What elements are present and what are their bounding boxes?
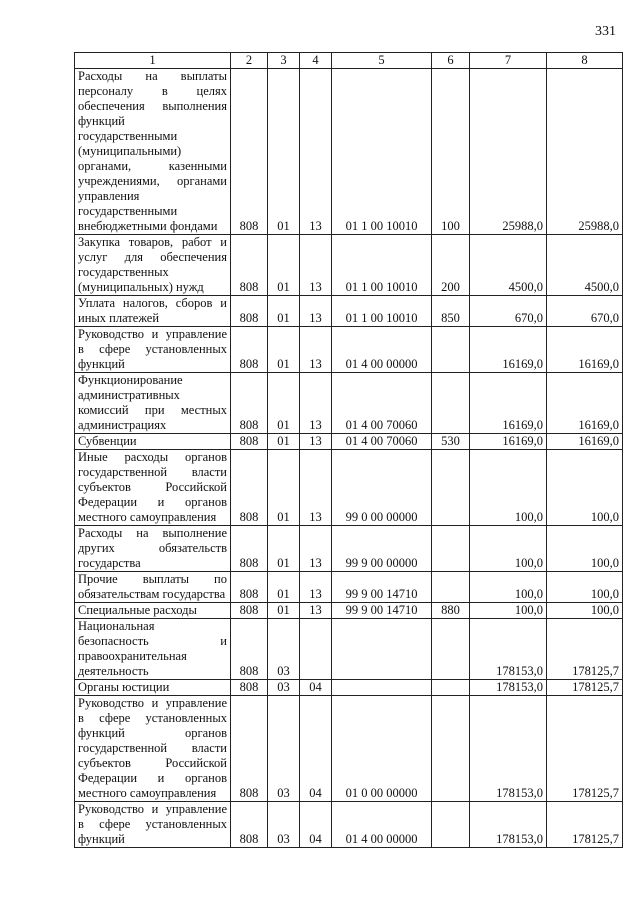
cell-expense-type: 530 — [432, 434, 470, 450]
cell-subsection: 13 — [300, 572, 332, 603]
cell-expense-type: 200 — [432, 235, 470, 296]
table-row — [75, 450, 623, 526]
cell-amount-1: 100,0 — [470, 603, 547, 619]
column-header: 2 — [231, 53, 268, 69]
cell-name: Закупка товаров, работ и услуг для обеспечения государственных (муниципальных) нужд — [75, 235, 231, 296]
cell-section: 03 — [268, 680, 300, 696]
cell-amount-1: 178153,0 — [470, 680, 547, 696]
table-row — [75, 296, 623, 327]
column-header: 5 — [332, 53, 432, 69]
cell-amount-1: 100,0 — [470, 526, 547, 572]
cell-amount-2: 670,0 — [547, 296, 623, 327]
table-row — [75, 373, 623, 434]
table-row — [75, 696, 623, 802]
cell-subsection — [300, 619, 332, 680]
cell-amount-2: 178125,7 — [547, 619, 623, 680]
cell-amount-2: 16169,0 — [547, 327, 623, 373]
table-row — [75, 802, 623, 848]
column-header: 6 — [432, 53, 470, 69]
cell-name: Расходы на выполнение других обязательств государства — [75, 526, 231, 572]
header-row — [75, 53, 623, 69]
column-header: 1 — [75, 53, 231, 69]
cell-ministry-code: 808 — [231, 603, 268, 619]
cell-amount-1: 178153,0 — [470, 619, 547, 680]
cell-ministry-code: 808 — [231, 696, 268, 802]
cell-ministry-code: 808 — [231, 296, 268, 327]
cell-section: 03 — [268, 696, 300, 802]
cell-ministry-code: 808 — [231, 373, 268, 434]
cell-amount-1: 16169,0 — [470, 327, 547, 373]
cell-amount-1: 16169,0 — [470, 373, 547, 434]
cell-amount-2: 100,0 — [547, 450, 623, 526]
cell-amount-2: 16169,0 — [547, 434, 623, 450]
cell-amount-2: 100,0 — [547, 603, 623, 619]
cell-amount-1: 178153,0 — [470, 802, 547, 848]
cell-section: 01 — [268, 235, 300, 296]
cell-ministry-code: 808 — [231, 680, 268, 696]
table-row — [75, 680, 623, 696]
cell-amount-1: 25988,0 — [470, 69, 547, 235]
cell-amount-1: 670,0 — [470, 296, 547, 327]
cell-section: 01 — [268, 572, 300, 603]
cell-section: 01 — [268, 526, 300, 572]
column-header: 3 — [268, 53, 300, 69]
cell-subsection: 13 — [300, 69, 332, 235]
column-header: 4 — [300, 53, 332, 69]
cell-ministry-code: 808 — [231, 802, 268, 848]
cell-amount-2: 178125,7 — [547, 696, 623, 802]
cell-name: Функционирование административных комиссий при местных администрациях — [75, 373, 231, 434]
cell-subsection: 13 — [300, 373, 332, 434]
cell-subsection: 13 — [300, 450, 332, 526]
table-row — [75, 327, 623, 373]
cell-target-article: 01 1 00 10010 — [332, 69, 432, 235]
cell-target-article: 01 4 00 70060 — [332, 434, 432, 450]
table-row — [75, 69, 623, 235]
table-row — [75, 235, 623, 296]
cell-ministry-code: 808 — [231, 619, 268, 680]
cell-amount-2: 16169,0 — [547, 373, 623, 434]
cell-amount-1: 178153,0 — [470, 696, 547, 802]
cell-target-article: 01 1 00 10010 — [332, 235, 432, 296]
cell-ministry-code: 808 — [231, 327, 268, 373]
cell-section: 03 — [268, 619, 300, 680]
cell-expense-type — [432, 619, 470, 680]
table-row — [75, 603, 623, 619]
cell-amount-2: 100,0 — [547, 526, 623, 572]
cell-expense-type — [432, 450, 470, 526]
cell-amount-2: 4500,0 — [547, 235, 623, 296]
cell-amount-1: 100,0 — [470, 572, 547, 603]
cell-target-article: 01 4 00 70060 — [332, 373, 432, 434]
cell-subsection: 13 — [300, 526, 332, 572]
cell-target-article: 01 4 00 00000 — [332, 327, 432, 373]
cell-amount-1: 16169,0 — [470, 434, 547, 450]
cell-target-article: 01 4 00 00000 — [332, 802, 432, 848]
table-row — [75, 619, 623, 680]
cell-expense-type: 100 — [432, 69, 470, 235]
column-header: 7 — [470, 53, 547, 69]
cell-amount-2: 178125,7 — [547, 802, 623, 848]
table-row — [75, 434, 623, 450]
cell-subsection: 13 — [300, 603, 332, 619]
cell-name: Специальные расходы — [75, 603, 231, 619]
cell-name: Прочие выплаты по обязательствам государства — [75, 572, 231, 603]
cell-name: Субвенции — [75, 434, 231, 450]
cell-expense-type: 880 — [432, 603, 470, 619]
cell-section: 01 — [268, 373, 300, 434]
cell-subsection: 13 — [300, 434, 332, 450]
cell-name: Руководство и управление в сфере установленных функций — [75, 327, 231, 373]
cell-expense-type: 850 — [432, 296, 470, 327]
cell-subsection: 04 — [300, 696, 332, 802]
cell-amount-2: 100,0 — [547, 572, 623, 603]
cell-amount-2: 178125,7 — [547, 680, 623, 696]
cell-ministry-code: 808 — [231, 450, 268, 526]
cell-name: Уплата налогов, сборов и иных платежей — [75, 296, 231, 327]
cell-target-article: 99 9 00 14710 — [332, 572, 432, 603]
cell-name: Национальная безопасность и правоохранительная деятельность — [75, 619, 231, 680]
cell-expense-type — [432, 526, 470, 572]
cell-subsection: 13 — [300, 296, 332, 327]
cell-target-article — [332, 619, 432, 680]
cell-name: Руководство и управление в сфере установленных функций — [75, 802, 231, 848]
cell-target-article: 99 9 00 14710 — [332, 603, 432, 619]
cell-name: Иные расходы органов государственной власти субъектов Российской Федерации и органов местного самоуправления — [75, 450, 231, 526]
table-row — [75, 526, 623, 572]
cell-expense-type — [432, 680, 470, 696]
cell-section: 01 — [268, 296, 300, 327]
cell-expense-type — [432, 802, 470, 848]
cell-target-article: 01 0 00 00000 — [332, 696, 432, 802]
cell-subsection: 04 — [300, 802, 332, 848]
cell-ministry-code: 808 — [231, 235, 268, 296]
budget-table — [74, 52, 623, 848]
table-row — [75, 572, 623, 603]
cell-name: Руководство и управление в сфере установленных функций органов государственной власти субъектов Российской Федерации и органов местного самоуправления — [75, 696, 231, 802]
cell-amount-1: 100,0 — [470, 450, 547, 526]
cell-target-article: 01 1 00 10010 — [332, 296, 432, 327]
cell-section: 01 — [268, 327, 300, 373]
cell-section: 01 — [268, 450, 300, 526]
cell-name: Органы юстиции — [75, 680, 231, 696]
cell-section: 01 — [268, 603, 300, 619]
cell-ministry-code: 808 — [231, 434, 268, 450]
cell-subsection: 13 — [300, 235, 332, 296]
cell-expense-type — [432, 696, 470, 802]
cell-target-article: 99 9 00 00000 — [332, 526, 432, 572]
column-header: 8 — [547, 53, 623, 69]
cell-amount-2: 25988,0 — [547, 69, 623, 235]
cell-ministry-code: 808 — [231, 572, 268, 603]
cell-name: Расходы на выплаты персоналу в целях обеспечения выполнения функций государственными (муниципальными) органами, казенными учреждениями, органами управления государственными внебюджетными фондами — [75, 69, 231, 235]
cell-expense-type — [432, 373, 470, 434]
cell-section: 01 — [268, 69, 300, 235]
cell-subsection: 04 — [300, 680, 332, 696]
cell-subsection: 13 — [300, 327, 332, 373]
cell-target-article — [332, 680, 432, 696]
cell-expense-type — [432, 327, 470, 373]
cell-ministry-code: 808 — [231, 526, 268, 572]
cell-ministry-code: 808 — [231, 69, 268, 235]
cell-expense-type — [432, 572, 470, 603]
cell-section: 01 — [268, 434, 300, 450]
page-number: 331 — [595, 24, 616, 39]
cell-amount-1: 4500,0 — [470, 235, 547, 296]
cell-section: 03 — [268, 802, 300, 848]
cell-target-article: 99 0 00 00000 — [332, 450, 432, 526]
